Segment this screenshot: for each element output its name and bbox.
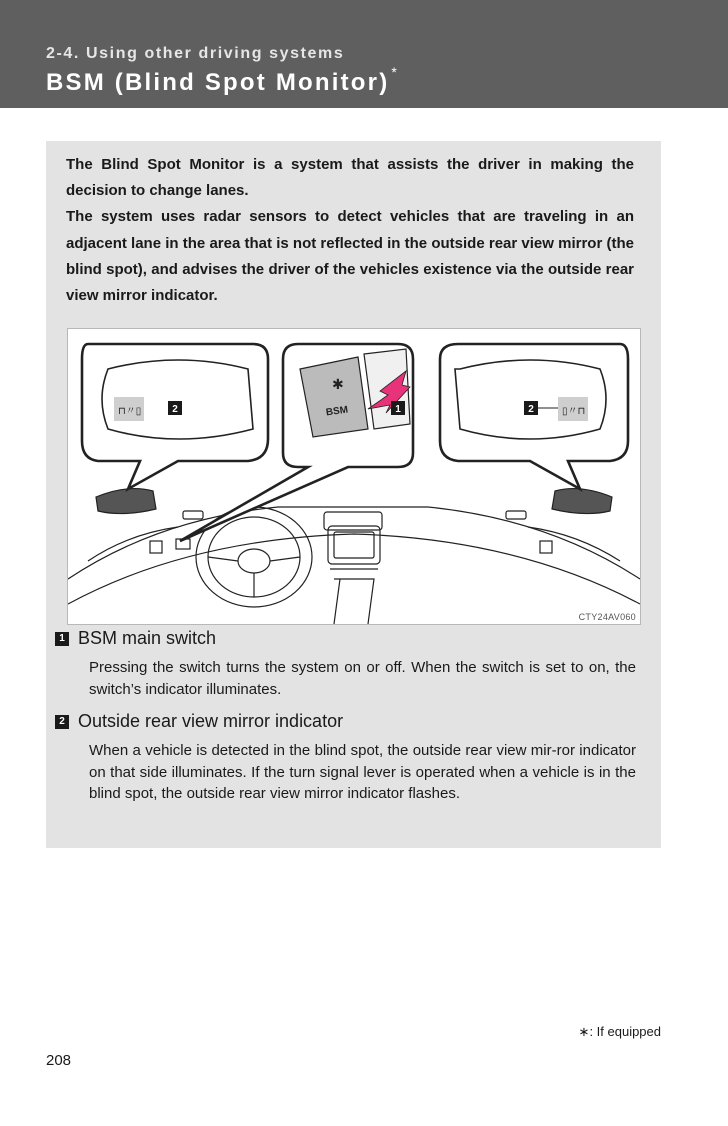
content-panel bbox=[46, 141, 661, 848]
if-equipped-mark: * bbox=[391, 64, 397, 80]
page-title-text: BSM (Blind Spot Monitor) bbox=[46, 69, 390, 96]
callout-1-number: 1 bbox=[395, 404, 401, 415]
svg-text:✱: ✱ bbox=[332, 376, 344, 392]
item-2-title: Outside rear view mirror indicator bbox=[78, 711, 344, 731]
intro-text bbox=[66, 152, 634, 309]
svg-text:⊓〃▯: ⊓〃▯ bbox=[118, 406, 142, 417]
footnote: ∗: If equipped bbox=[578, 1024, 661, 1039]
item-2-number-badge: 2 bbox=[55, 715, 69, 729]
item-1-number-badge: 1 bbox=[55, 632, 69, 646]
item-2-description: When a vehicle is detected in the blind spot, the outside rear view mir-ror indicator on that side illuminates. If the turn signal lever is operated when a vehicle is in the blind spot, the outside rear view mirror indicator flashes. bbox=[89, 742, 636, 802]
bsm-illustration bbox=[67, 328, 641, 625]
item-1-description: Pressing the switch turns the system on or off. When the switch is set to on, the switch’s indicator illuminates. bbox=[89, 659, 636, 698]
page-number: 208 bbox=[46, 1052, 72, 1069]
item-bsm-main-switch bbox=[55, 628, 645, 700]
callout-2-right-number: 2 bbox=[528, 404, 534, 415]
callout-2-left-number: 2 bbox=[172, 404, 178, 415]
callout-2-left bbox=[168, 401, 182, 415]
item-mirror-indicator bbox=[55, 711, 645, 805]
page-title bbox=[46, 64, 397, 97]
intro-paragraph-2: The system uses radar sensors to detect vehicles that are traveling in an adjacent lane in the area that is not reflected in the outside rear view mirror (the blind spot), and advises the driver of the vehicles existence via the outside rear view mirror indicator. bbox=[66, 208, 634, 305]
svg-text:▯〃⊓: ▯〃⊓ bbox=[562, 406, 586, 417]
page-header bbox=[0, 0, 728, 108]
intro-paragraph-1: The Blind Spot Monitor is a system that assists the driver in making the decision to change lanes. bbox=[66, 156, 634, 200]
dashboard-drawing bbox=[68, 329, 640, 624]
section-heading: 2-4. Using other driving systems bbox=[46, 45, 345, 62]
item-1-title: BSM main switch bbox=[78, 628, 217, 648]
figure-code: CTY24AV060 bbox=[578, 612, 636, 622]
callout-1 bbox=[391, 401, 405, 415]
bsm-switch-label: BSM bbox=[325, 404, 349, 419]
